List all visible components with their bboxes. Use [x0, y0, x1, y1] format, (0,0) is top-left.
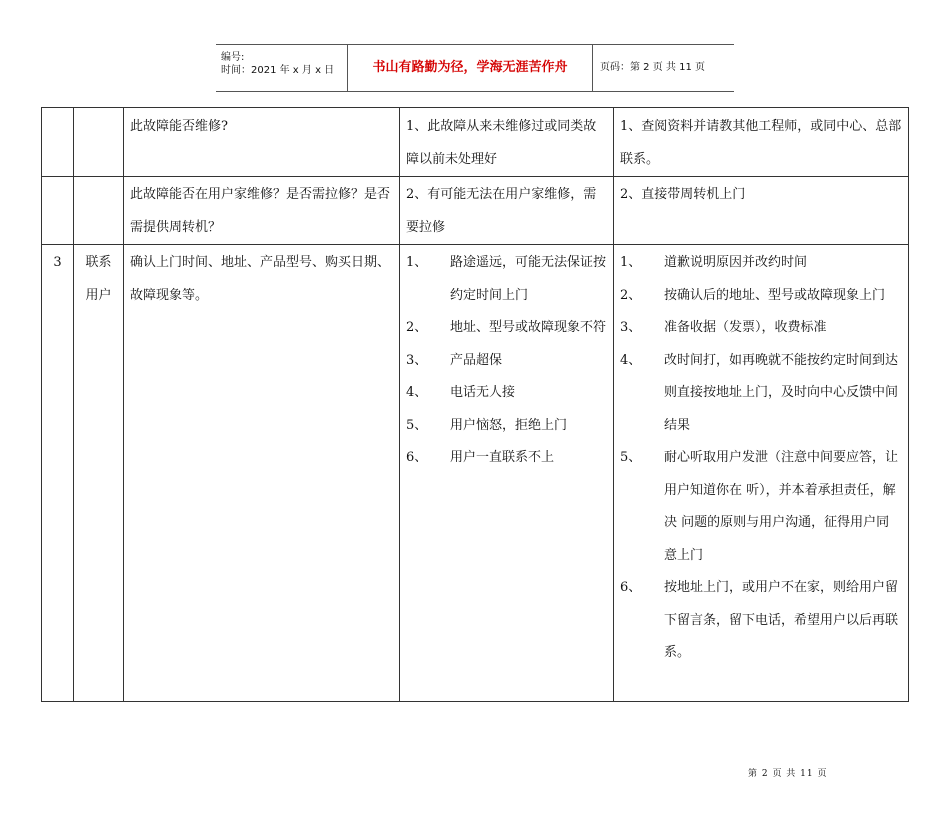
- actions-cell: [614, 245, 909, 702]
- procedure-table: [41, 107, 909, 702]
- situation-cell: 2、有可能无法在用户家维修，需要拉修: [400, 177, 614, 245]
- item-number: 4、: [406, 385, 428, 400]
- list-item: [620, 280, 902, 313]
- item-number: 5、: [406, 417, 428, 433]
- item-number: 5、: [620, 450, 642, 465]
- table-row: [42, 177, 909, 245]
- list-item: [406, 410, 607, 443]
- item-text: 电话无人接: [450, 385, 516, 400]
- stage-cell: 联系用户: [74, 245, 124, 702]
- header-info-cell: [216, 45, 348, 91]
- situations-cell: [400, 245, 614, 702]
- table-row: [42, 108, 909, 177]
- question-cell: 此故障能否在用户家维修？是否需拉修？是否需提供周转机？: [124, 177, 400, 245]
- stage-cell: [74, 177, 124, 245]
- list-item: [620, 572, 902, 670]
- page-footer: 第 2 页 共 11 页: [748, 769, 828, 779]
- list-item: [406, 442, 607, 475]
- item-number: 6、: [620, 580, 642, 595]
- action-cell: 2、直接带周转机上门: [614, 177, 909, 245]
- item-number: 2、: [620, 287, 642, 303]
- table-row: [42, 245, 909, 702]
- actions-list: [620, 247, 902, 670]
- item-text: 地址、型号或故障现象不符: [450, 320, 607, 335]
- list-item: [406, 247, 607, 312]
- step-number-cell: 3: [42, 245, 74, 702]
- item-text: 用户一直联系不上: [450, 450, 555, 465]
- item-number: 3、: [620, 320, 642, 335]
- list-item: [620, 345, 902, 443]
- item-number: 1、: [406, 255, 428, 270]
- header-motto: 书山有路勤为径，学海无涯苦作舟: [348, 45, 593, 91]
- situation-cell: 1、此故障从来未维修过或同类故障以前未处理好: [400, 108, 614, 177]
- question-cell: 此故障能否维修?: [124, 108, 400, 177]
- page-header: [216, 44, 734, 92]
- list-item: [406, 345, 607, 378]
- list-item: [406, 312, 607, 345]
- list-item: [620, 247, 902, 280]
- item-text: 路途遥远，可能无法保证按约定时间上门: [450, 255, 607, 303]
- time-label: 时间：2021 年 x 月 x 日: [221, 65, 335, 76]
- task-cell: [124, 245, 400, 702]
- item-text: 准备收据（发票），收费标准: [664, 320, 827, 335]
- step-number-cell: [42, 108, 74, 177]
- item-text: 道歉说明原因并改约时间: [664, 255, 808, 270]
- situations-list: [406, 247, 607, 475]
- step-number-cell: [42, 177, 74, 245]
- task-text: 确认上门时间、地址、产品型号、购买日期、故障现象等。: [130, 255, 391, 303]
- item-number: 4、: [620, 352, 642, 368]
- list-item: [620, 312, 902, 345]
- list-item: [406, 377, 607, 410]
- stage-cell: [74, 108, 124, 177]
- item-text: 用户恼怒，拒绝上门: [450, 417, 568, 433]
- doc-number-label: 编号:: [221, 52, 245, 63]
- item-text: 改时间打，如再晚就不能按约定时间到达则直接按地址上门，及时向中心反馈中间结果: [664, 352, 899, 433]
- item-text: 按确认后的地址、型号或故障现象上门: [664, 287, 886, 303]
- header-page-label: 页码：第 2 页 共 11 页: [600, 62, 705, 73]
- item-number: 6、: [406, 450, 428, 465]
- item-number: 2、: [406, 320, 428, 335]
- item-number: 1、: [620, 255, 642, 270]
- item-text: 按地址上门，或用户不在家，则给用户留下留言条，留下电话，希望用户以后再联系。: [664, 580, 899, 660]
- item-text: 耐心听取用户发泄（注意中间要应答，让用户知道你在 听），并本着承担责任，解决 问题的原则与用户沟通，征得用户同意上门: [664, 450, 899, 563]
- item-text: 产品超保: [450, 352, 503, 368]
- action-cell: 1、查阅资料并请教其他工程师，或同中心、总部联系。: [614, 108, 909, 177]
- list-item: [620, 442, 902, 572]
- item-number: 3、: [406, 352, 428, 368]
